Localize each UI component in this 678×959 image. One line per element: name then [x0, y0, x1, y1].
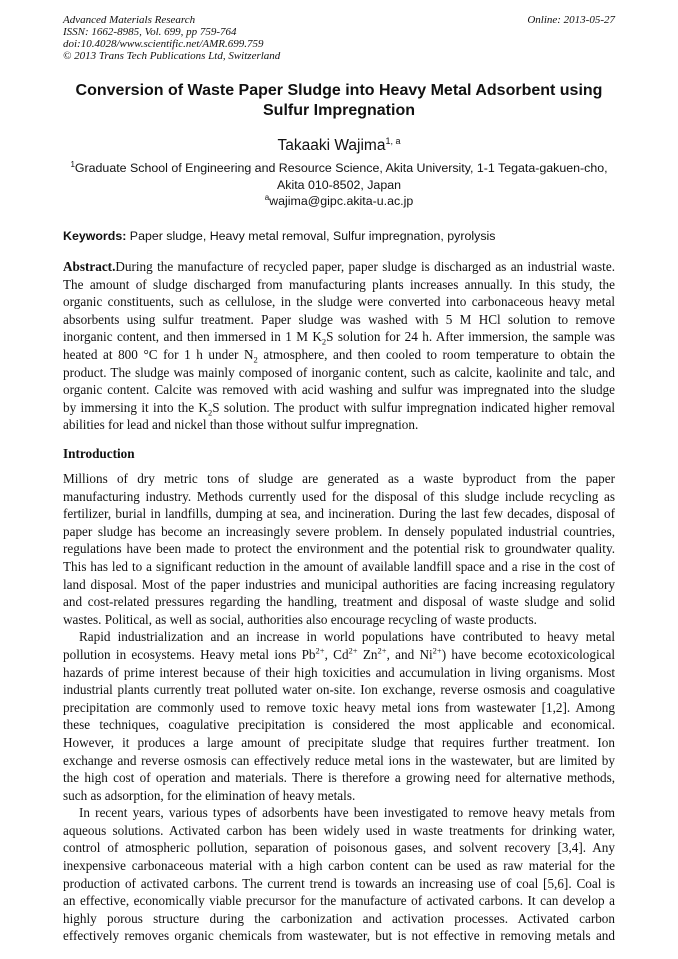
- email: [0, 193, 678, 208]
- author: [0, 136, 678, 155]
- text-line: [63, 752, 615, 770]
- text-line: [63, 839, 615, 857]
- text-run: these techniques, coagulative precipitation is considered the most applicable and economical.: [63, 717, 615, 733]
- text-run: Zn: [357, 646, 378, 662]
- text-run: organic content. Calcite was removed with acid washing and sulfur was impregnated into the sludge: [63, 382, 615, 398]
- text-run: fertilizer, burial in landfills, dumping at sea, and incineration. During the last few decades, disposal of: [63, 506, 615, 522]
- text-line: [63, 664, 615, 682]
- text-run: product. The sludge was mainly composed of inorganic content, such as calcite, kaolinite and talc, and: [63, 364, 615, 380]
- text-line: [63, 628, 615, 646]
- text-run: production of activated carbons. The current trend is towards an increasing use of coal [5,6]. Coal is: [63, 875, 615, 891]
- text-line: [63, 399, 615, 417]
- text-line: [63, 593, 615, 611]
- text-line: [63, 787, 615, 805]
- text-line: [63, 804, 615, 822]
- text-run: inexpensive carbonaceous material with a high carbon content can be used as raw material for the: [63, 858, 615, 874]
- text-run: S solution. The product with sulfur impregnation indicated higher removal: [212, 399, 616, 415]
- text-line: [63, 910, 615, 928]
- paragraph: [63, 804, 615, 945]
- text-line: [63, 576, 615, 594]
- text-run: control of atmospheric pollution, separation of poisonous gases, and solvent recovery [3,4]. Any: [63, 840, 615, 856]
- text-run: precipitation are commonly used to remove toxic heavy metal ions from wastewater [1,2]. Among: [63, 699, 615, 715]
- text-line: [63, 857, 615, 875]
- text-line: [63, 346, 615, 364]
- text-run: This has led to a significant reduction in the amount of available landfill space and a rise in the cost of: [63, 558, 615, 574]
- text-line: [63, 540, 615, 558]
- text-run: , and Ni: [386, 646, 433, 662]
- subscript: 2: [253, 354, 258, 365]
- author-name: Takaaki Wajima: [277, 137, 386, 155]
- text-run: and cost-related pressures regarding the handling, treatment and disposal of waste sludge and solid: [63, 594, 615, 610]
- text-run: However, it produces a large amount of precipitate sludge that requires further treatment. Ion: [63, 734, 615, 750]
- text-line: [63, 611, 615, 629]
- text-line: [63, 416, 615, 434]
- superscript: 2+: [432, 645, 442, 656]
- subscript: 2: [321, 337, 327, 348]
- journal-name: Advanced Materials Research: [63, 14, 196, 26]
- introduction-body: [63, 470, 615, 945]
- text-run: In recent years, various types of adsorbents have been investigated to remove heavy metals from: [79, 805, 615, 821]
- text-line: [63, 258, 615, 276]
- text-run: , Cd: [324, 646, 349, 662]
- text-line: [63, 311, 615, 329]
- paper-title: [0, 81, 678, 121]
- affiliation-line: Graduate School of Engineering and Resource Science, Akita University, 1-1 Tegata-gakuen-cho,: [74, 161, 608, 176]
- text-line: [63, 927, 615, 945]
- text-run: The amount of sludge discharged from manufacturing plants increases annually. In this study, the: [63, 276, 615, 292]
- subscript: 2: [207, 407, 213, 418]
- text-run: atmosphere, and then cooled to room temperature to obtain the: [257, 346, 615, 362]
- paragraph: [63, 470, 615, 628]
- abstract: [63, 258, 615, 434]
- text-line: [63, 523, 615, 541]
- text-line: [63, 364, 615, 382]
- text-line: [63, 822, 615, 840]
- text-run: exchange and reverse osmosis can effectively reduce metal ions in the wastewater, but are limited by: [63, 752, 615, 768]
- text-run: regulations have been made to protect the environment and the potential risk to groundwater quality.: [63, 541, 615, 557]
- text-line: [63, 328, 615, 346]
- email-mark: a: [264, 193, 270, 202]
- author-marks: 1, a: [385, 136, 401, 146]
- text-run: effectively removes organic chemicals from wastewater, but is not effective in removing metals and: [63, 928, 615, 944]
- email-address[interactable]: wajima@gipc.akita-u.ac.jp: [269, 194, 414, 209]
- text-line: [63, 734, 615, 752]
- keywords-label: Keywords:: [63, 229, 127, 243]
- title-line: Sulfur Impregnation: [263, 102, 415, 119]
- text-run: industrial plants currently treat polluted water on-site. Ion exchange, reverse osmosis and coagulative: [63, 682, 615, 698]
- title-line: Conversion of Waste Paper Sludge into Heavy Metal Adsorbent using: [75, 82, 603, 99]
- text-line: [63, 470, 615, 488]
- superscript: 2+: [348, 645, 358, 656]
- text-run: land disposal. Most of the paper industries and municipal authorities are facing increasing regulatory: [63, 576, 615, 592]
- text-line: [63, 646, 615, 664]
- online-date: Online: 2013-05-27: [527, 14, 615, 26]
- abstract-label: Abstract.: [63, 259, 116, 274]
- text-run: paper sludge has become an increasingly severe problem. In densely populated industrial countries,: [63, 523, 615, 539]
- text-line: [63, 505, 615, 523]
- text-run: organic constituents, such as cellulose, in the sludge were converted into carbonaceous heavy metal: [63, 294, 615, 310]
- text-run: During the manufacture of recycled paper, paper sludge is discharged as an industrial waste.: [115, 259, 615, 274]
- doi: doi:10.4028/www.scientific.net/AMR.699.759: [63, 38, 264, 50]
- text-run: S solution for 24 h. After immersion, the sample was: [326, 329, 616, 345]
- text-run: aqueous solutions. Activated carbon has been widely used in waste treatments for drinking water,: [63, 822, 615, 838]
- text-run: by immersing it into the K: [63, 399, 208, 415]
- text-line: [63, 293, 615, 311]
- text-run: ) have become ecotoxicological: [441, 646, 615, 662]
- paragraph: [63, 628, 615, 804]
- text-line: [63, 381, 615, 399]
- text-line: [63, 699, 615, 717]
- keywords: [63, 229, 496, 243]
- text-run: pollution in ecosystems. Heavy metal ions Pb: [63, 646, 316, 662]
- superscript: 2+: [315, 645, 325, 656]
- text-line: [63, 875, 615, 893]
- text-run: abilities for lead and nickel than those without sulfur impregnation.: [63, 417, 419, 433]
- text-run: hazards of prime interest because of their high toxicities and accumulation in living organisms. Most: [63, 664, 615, 680]
- text-run: absorbents using sulfur treatment. Paper sludge was washed with 5 M HCl solution to remove: [63, 311, 615, 327]
- keywords-text: Paper sludge, Heavy metal removal, Sulfur impregnation, pyrolysis: [126, 229, 496, 243]
- text-run: highly porous structure during the carbonization and activation processes. Activated carbon: [63, 910, 615, 926]
- text-line: [63, 276, 615, 294]
- text-line: [63, 488, 615, 506]
- text-run: inorganic content, and then immersed in 1 M K: [63, 329, 322, 345]
- text-run: the high cost of operation and materials. There is therefore a growing need for alternative methods,: [63, 770, 615, 786]
- text-line: [63, 892, 615, 910]
- issn: ISSN: 1662-8985, Vol. 699, pp 759-764: [63, 26, 237, 38]
- text-run: Millions of dry metric tons of sludge are generated as a waste byproduct from the paper: [63, 471, 615, 486]
- text-line: [63, 558, 615, 576]
- text-run: wastes. Political, as well as social, authorities also encourage recycling of waste products.: [63, 611, 537, 627]
- copyright: © 2013 Trans Tech Publications Ltd, Switzerland: [63, 50, 281, 62]
- text-run: an effective, economically viable precursor for the manufacture of activated carbons. It can develop a: [63, 893, 615, 909]
- text-line: [63, 716, 615, 734]
- affiliation-line: Akita 010-8502, Japan: [277, 178, 401, 193]
- affiliation: [0, 156, 678, 194]
- text-line: [63, 681, 615, 699]
- text-run: manufacturing industry. Methods currently used for the disposal of this sludge include recycling as: [63, 488, 615, 504]
- superscript: 2+: [377, 645, 387, 656]
- text-line: [63, 769, 615, 787]
- text-run: heated at 800 °C for 1 h under N: [63, 346, 254, 362]
- section-heading: Introduction: [63, 446, 135, 461]
- text-run: Rapid industrialization and an increase in world populations have contributed to heavy metal: [79, 629, 615, 645]
- journal-header: [63, 14, 280, 62]
- text-run: such as adsorption, for the elimination of heavy metals.: [63, 787, 356, 803]
- affiliation-mark: 1: [70, 160, 75, 169]
